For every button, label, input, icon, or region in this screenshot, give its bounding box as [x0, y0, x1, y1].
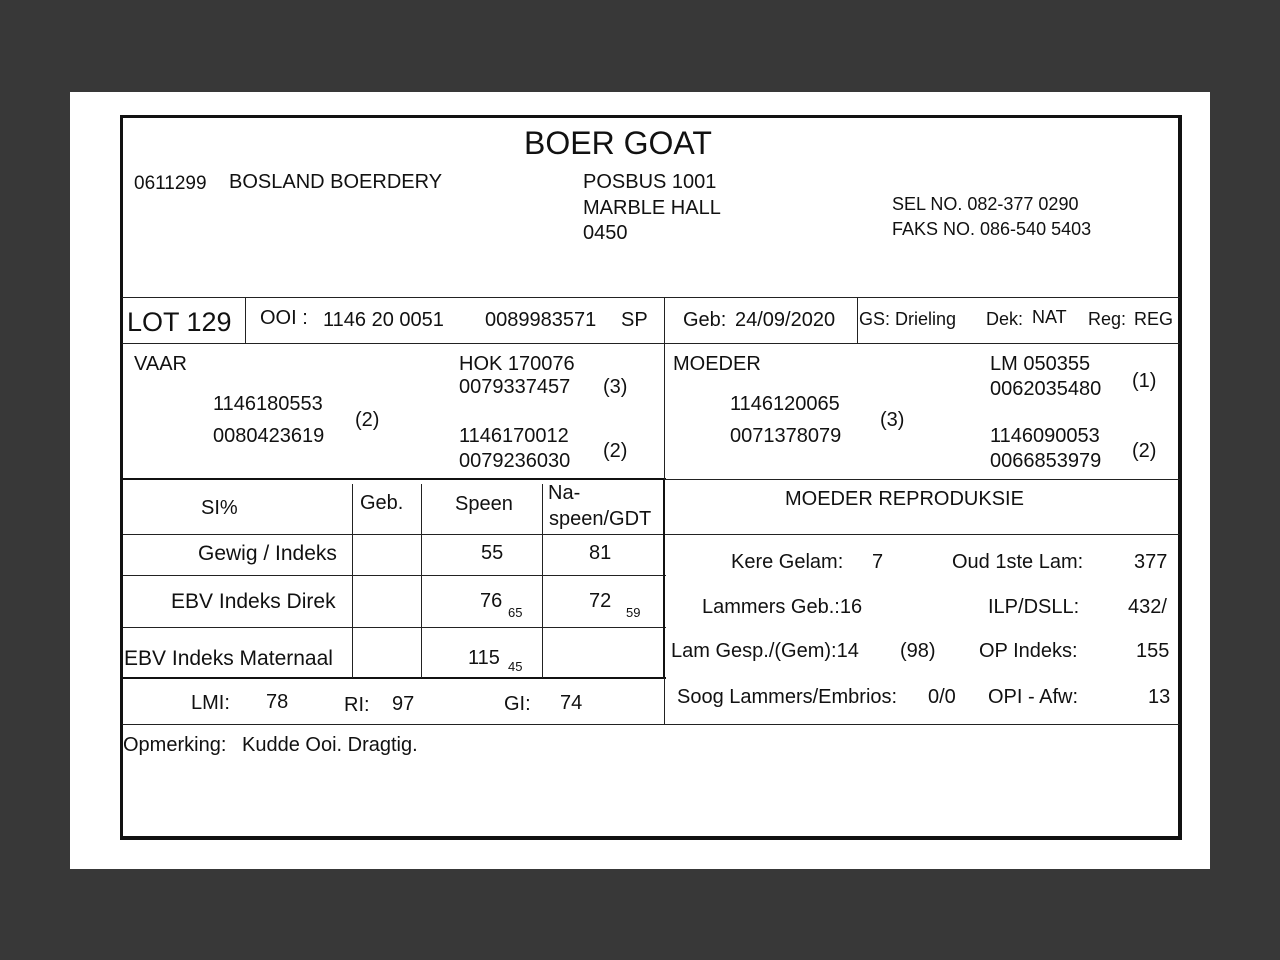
perf-header-naspeen-1: Na-: [548, 482, 581, 504]
address-line-2: MARBLE HALL: [583, 197, 721, 219]
breeder-number: 0611299: [134, 173, 207, 194]
perf-row-label: Gewig / Indeks: [198, 542, 337, 565]
ilp-value: 432/: [1128, 596, 1167, 618]
rule-perf-header-bottom: [122, 534, 666, 535]
moeder-label: MOEDER: [673, 353, 761, 375]
ooi-id: 1146 20 0051: [323, 309, 444, 331]
perf-header-speen: Speen: [455, 493, 513, 515]
rule-index-bottom: [122, 724, 1180, 725]
moeder-dam-id: 1146090053: [990, 425, 1100, 447]
address-line-3: 0450: [583, 222, 628, 244]
lot-number: LOT 129: [127, 307, 232, 337]
perf-header-si: SI%: [201, 497, 238, 519]
op-label: OP Indeks:: [979, 640, 1078, 662]
vaar-id: 1146180553: [213, 393, 323, 415]
perf-row-label: EBV Indeks Direk: [171, 590, 336, 613]
dek-value: NAT: [1032, 307, 1067, 327]
rule-perf-row1-bottom: [122, 575, 666, 576]
ilp-label: ILP/DSLL:: [988, 596, 1080, 618]
kere-gelam-label: Kere Gelam:: [731, 551, 844, 573]
ri-value: 97: [392, 693, 415, 715]
birth-date-label: Geb:: [683, 309, 727, 331]
repro-title: MOEDER REPRODUKSIE: [785, 488, 1024, 510]
rule-perf-row3-bottom: [122, 677, 666, 679]
vaar-sire-registration: 0079337457: [459, 376, 571, 398]
fax-number: FAKS NO. 086-540 5403: [892, 219, 1092, 239]
rule-lot-bottom: [122, 343, 1180, 344]
gi-label: GI:: [504, 693, 531, 715]
perf-row-label: EBV Indeks Maternaal: [124, 647, 333, 670]
page-title: BOER GOAT: [524, 125, 712, 161]
rule-pedigree-bottom-left: [122, 478, 666, 480]
reg-label: Reg:: [1088, 309, 1127, 329]
perf-row-speen: 76: [480, 590, 503, 612]
perf-row-naspeen-sub: 59: [626, 605, 641, 620]
remarks-label: Opmerking:: [123, 734, 227, 756]
moeder-count: (3): [880, 409, 905, 431]
moeder-sire-registration: 0062035480: [990, 378, 1102, 400]
birth-date: 24/09/2020: [735, 309, 836, 331]
perf-row-speen: 115: [468, 647, 500, 669]
lmi-value: 78: [266, 691, 289, 713]
perf-row-speen-sub: 65: [508, 605, 523, 620]
rule-repro-title-bottom: [665, 534, 1180, 535]
soog-value: 0/0: [928, 686, 956, 708]
moeder-dam-registration: 0066853979: [990, 450, 1102, 472]
vaar-count: (2): [355, 409, 380, 431]
opi-label: OPI - Afw:: [988, 686, 1079, 708]
birth-status: GS: Drieling: [859, 309, 957, 329]
rule-perf-row2-bottom: [122, 627, 666, 628]
remarks-text: Kudde Ooi. Dragtig.: [242, 734, 418, 756]
op-value: 155: [1136, 640, 1170, 662]
lmi-label: LMI:: [191, 692, 230, 714]
lam-gesp-gem: (98): [900, 640, 936, 662]
vaar-registration: 0080423619: [213, 425, 325, 447]
soog-label: Soog Lammers/Embrios:: [677, 686, 898, 708]
vaar-dam-registration: 0079236030: [459, 450, 571, 472]
perf-header-naspeen-2: speen/GDT: [549, 508, 652, 530]
perf-row-speen-sub: 45: [508, 659, 523, 674]
oud-value: 377: [1134, 551, 1168, 573]
moeder-sire-count: (1): [1132, 370, 1157, 392]
moeder-dam-count: (2): [1132, 440, 1157, 462]
lammers-geb: Lammers Geb.:16: [702, 596, 863, 618]
address-line-1: POSBUS 1001: [583, 171, 717, 193]
vaar-sire-count: (3): [603, 376, 628, 398]
moeder-sire-label: LM 050355: [990, 353, 1091, 375]
breeder-name: BOSLAND BOERDERY: [229, 171, 443, 193]
ooi-label: OOI :: [260, 307, 308, 329]
phone-number: SEL NO. 082-377 0290: [892, 194, 1079, 214]
rule-geb-divider: [857, 297, 858, 343]
rule-perf-right: [663, 480, 665, 678]
perf-row-speen: 55: [481, 542, 504, 564]
rule-perf-left: [121, 480, 123, 678]
perf-row-naspeen: 72: [589, 590, 612, 612]
ri-label: RI:: [344, 694, 370, 716]
rule-lot-divider: [245, 297, 246, 343]
rule-perf-col3: [542, 484, 543, 678]
perf-header-geb: Geb.: [360, 492, 404, 514]
rule-perf-col2: [421, 484, 422, 678]
rule-header-bottom: [122, 297, 1180, 298]
moeder-registration: 0071378079: [730, 425, 842, 447]
ooi-code: SP: [621, 309, 648, 331]
lam-gesp: Lam Gesp./(Gem):14: [671, 640, 859, 662]
rule-perf-col1: [352, 484, 353, 678]
kere-gelam-value: 7: [872, 551, 884, 573]
oud-label: Oud 1ste Lam:: [952, 551, 1084, 573]
opi-value: 13: [1148, 686, 1171, 708]
vaar-dam-count: (2): [603, 440, 628, 462]
perf-row-naspeen: 81: [589, 542, 612, 564]
reg-value: REG: [1134, 309, 1174, 329]
ooi-registration: 0089983571: [485, 309, 597, 331]
moeder-id: 1146120065: [730, 393, 840, 415]
rule-pedigree-bottom-right: [665, 479, 1180, 480]
dek-label: Dek:: [986, 309, 1024, 329]
vaar-sire-label: HOK 170076: [459, 353, 575, 375]
vaar-label: VAAR: [134, 353, 187, 375]
gi-value: 74: [560, 692, 583, 714]
vaar-dam-id: 1146170012: [459, 425, 569, 447]
